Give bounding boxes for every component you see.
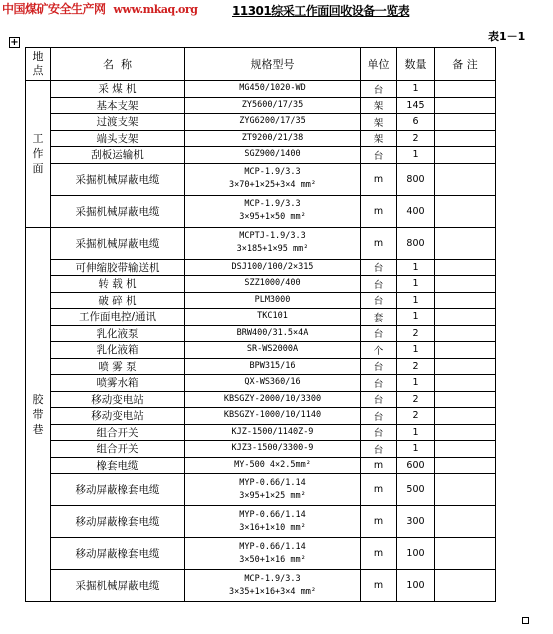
equipment-name: 过渡支架 <box>51 114 185 131</box>
spec-line: ZY5600/17/35 <box>241 99 304 110</box>
table-row <box>26 538 496 570</box>
spec-line: KJZ3-1500/3300-9 <box>231 443 314 454</box>
note-cell <box>435 276 496 293</box>
spec-line: MYP-0.66/1.14 <box>239 541 306 552</box>
header-row <box>26 48 496 81</box>
note-cell <box>435 342 496 359</box>
spec-cell <box>185 570 361 602</box>
note-cell <box>435 375 496 392</box>
spec-cell <box>185 130 361 147</box>
header-location-label: 地点 <box>32 50 44 77</box>
note-cell <box>435 259 496 276</box>
qty-cell: 100 <box>397 538 435 570</box>
qty-cell: 1 <box>397 309 435 326</box>
equipment-name: 采掘机械屏蔽电缆 <box>51 163 185 195</box>
spec-line-2: 3×50+1×16 mm² <box>239 554 306 565</box>
note-cell <box>435 506 496 538</box>
qty-cell: 2 <box>397 358 435 375</box>
unit-cell: 台 <box>361 358 397 375</box>
table-row <box>26 130 496 147</box>
unit-cell: m <box>361 570 397 602</box>
equipment-name: 喷 雾 泵 <box>51 358 185 375</box>
table-row <box>26 325 496 342</box>
qty-cell: 2 <box>397 391 435 408</box>
spec-cell <box>185 474 361 506</box>
spec-cell <box>185 292 361 309</box>
qty-cell: 2 <box>397 130 435 147</box>
spec-cell <box>185 391 361 408</box>
unit-cell: m <box>361 163 397 195</box>
table-row <box>26 163 496 195</box>
spec-line: ZT9200/21/38 <box>241 132 304 143</box>
unit-cell: m <box>361 195 397 227</box>
spec-cell <box>185 408 361 425</box>
note-cell <box>435 130 496 147</box>
spec-cell <box>185 375 361 392</box>
note-cell <box>435 391 496 408</box>
spec-line: MCP-1.9/3.3 <box>244 199 301 209</box>
note-cell <box>435 538 496 570</box>
spec-line-2: 3×16+1×10 mm² <box>239 522 306 533</box>
table-row <box>26 195 496 227</box>
note-cell <box>435 147 496 164</box>
watermark-site: 中国煤矿安全生产网 <box>2 2 106 16</box>
watermark-url: www.mkaq.org <box>113 3 198 16</box>
location-cell <box>26 81 51 228</box>
equipment-name: 采 煤 机 <box>51 81 185 98</box>
note-cell <box>435 408 496 425</box>
qty-cell: 600 <box>397 457 435 474</box>
table-row <box>26 309 496 326</box>
note-cell <box>435 195 496 227</box>
spec-line: BPW315/16 <box>249 360 296 371</box>
spec-cell <box>185 147 361 164</box>
unit-cell: 台 <box>361 81 397 98</box>
spec-cell <box>185 227 361 259</box>
qty-cell: 800 <box>397 227 435 259</box>
note-cell <box>435 570 496 602</box>
equipment-name: 可伸缩胶带输送机 <box>51 259 185 276</box>
unit-cell: 台 <box>361 259 397 276</box>
note-cell <box>435 114 496 131</box>
spec-cell <box>185 424 361 441</box>
spec-line: MCPTJ-1.9/3.3 <box>239 231 306 241</box>
note-cell <box>435 309 496 326</box>
table-row <box>26 441 496 458</box>
qty-cell: 1 <box>397 276 435 293</box>
equipment-name: 移动屏蔽橡套电缆 <box>51 474 185 506</box>
header-note: 备 注 <box>435 48 496 81</box>
equipment-name: 移动变电站 <box>51 391 185 408</box>
spec-line: QX-WS360/16 <box>244 377 301 388</box>
table-row <box>26 342 496 359</box>
qty-cell: 1 <box>397 441 435 458</box>
table-row <box>26 227 496 259</box>
qty-cell: 1 <box>397 259 435 276</box>
spec-line: BRW400/31.5×4A <box>236 327 309 338</box>
qty-cell: 2 <box>397 408 435 425</box>
equipment-name: 采掘机械屏蔽电缆 <box>51 195 185 227</box>
note-cell <box>435 441 496 458</box>
spec-line: MYP-0.66/1.14 <box>239 477 306 488</box>
table-row <box>26 424 496 441</box>
table-row <box>26 97 496 114</box>
spec-line: MG450/1020-WD <box>239 83 306 94</box>
spec-line: PLM3000 <box>254 294 291 305</box>
spec-line-2: 3×35+1×16+3×4 mm² <box>229 586 316 597</box>
spec-line: SGZ900/1400 <box>244 149 301 160</box>
location-label: 胶带巷 <box>32 392 44 436</box>
note-cell <box>435 457 496 474</box>
location-label: 工作面 <box>32 132 44 176</box>
unit-cell: 台 <box>361 375 397 392</box>
spec-line: ZYG6200/17/35 <box>239 116 306 127</box>
qty-cell: 2 <box>397 325 435 342</box>
qty-cell: 300 <box>397 506 435 538</box>
location-cell <box>26 227 51 602</box>
table-row <box>26 375 496 392</box>
equipment-name: 移动屏蔽橡套电缆 <box>51 506 185 538</box>
equipment-name: 端头支架 <box>51 130 185 147</box>
spec-line: KBSGZY-2000/10/3300 <box>223 393 322 404</box>
unit-cell: 套 <box>361 309 397 326</box>
table-row <box>26 147 496 164</box>
page-corner-mark <box>522 617 529 624</box>
equipment-name: 橡套电缆 <box>51 457 185 474</box>
unit-cell: m <box>361 227 397 259</box>
header-name: 名 称 <box>51 48 185 81</box>
spec-line: MCP-1.9/3.3 <box>244 167 301 177</box>
qty-cell: 1 <box>397 81 435 98</box>
header-location <box>26 48 51 81</box>
equipment-name: 采掘机械屏蔽电缆 <box>51 227 185 259</box>
spec-cell <box>185 325 361 342</box>
spec-cell <box>185 358 361 375</box>
table-move-handle-icon[interactable]: + <box>10 37 19 48</box>
equipment-name: 工作面电控/通讯 <box>51 309 185 326</box>
unit-cell: 架 <box>361 130 397 147</box>
unit-cell: 架 <box>361 97 397 114</box>
equipment-name: 破 碎 机 <box>51 292 185 309</box>
qty-cell: 400 <box>397 195 435 227</box>
table-row <box>26 81 496 98</box>
spec-cell <box>185 97 361 114</box>
spec-cell <box>185 259 361 276</box>
unit-cell: 台 <box>361 441 397 458</box>
spec-cell <box>185 506 361 538</box>
spec-cell <box>185 163 361 195</box>
table-row <box>26 474 496 506</box>
note-cell <box>435 227 496 259</box>
watermark <box>2 0 197 17</box>
spec-cell <box>185 538 361 570</box>
table-row <box>26 408 496 425</box>
table-row <box>26 292 496 309</box>
note-cell <box>435 292 496 309</box>
unit-cell: 台 <box>361 147 397 164</box>
equipment-table <box>25 47 496 602</box>
equipment-name: 乳化液泵 <box>51 325 185 342</box>
note-cell <box>435 97 496 114</box>
spec-line-2: 3×70+1×25+3×4 mm² <box>229 180 316 190</box>
qty-cell: 1 <box>397 342 435 359</box>
spec-line-2: 3×95+1×50 mm² <box>239 212 306 222</box>
spec-line: MCP-1.9/3.3 <box>244 573 301 584</box>
header-unit: 单位 <box>361 48 397 81</box>
spec-cell <box>185 342 361 359</box>
unit-cell: m <box>361 538 397 570</box>
unit-cell: 个 <box>361 342 397 359</box>
spec-line: MYP-0.66/1.14 <box>239 509 306 520</box>
equipment-name: 组合开关 <box>51 424 185 441</box>
table-row <box>26 506 496 538</box>
document-title: 11301综采工作面回收设备一览表 <box>232 4 410 18</box>
qty-cell: 6 <box>397 114 435 131</box>
header-qty: 数量 <box>397 48 435 81</box>
unit-cell: m <box>361 457 397 474</box>
equipment-name: 移动变电站 <box>51 408 185 425</box>
note-cell <box>435 474 496 506</box>
spec-line-2: 3×95+1×25 mm² <box>239 490 306 501</box>
header-spec: 规格型号 <box>185 48 361 81</box>
table-row <box>26 276 496 293</box>
unit-cell: 架 <box>361 114 397 131</box>
spec-cell <box>185 195 361 227</box>
spec-cell <box>185 441 361 458</box>
qty-cell: 1 <box>397 292 435 309</box>
unit-cell: 台 <box>361 408 397 425</box>
table-row <box>26 457 496 474</box>
spec-cell <box>185 309 361 326</box>
qty-cell: 145 <box>397 97 435 114</box>
equipment-name: 刮板运输机 <box>51 147 185 164</box>
spec-line: DSJ100/100/2×315 <box>231 261 314 272</box>
spec-line: MY-500 4×2.5mm² <box>234 459 311 470</box>
note-cell <box>435 163 496 195</box>
spec-line: TKC101 <box>257 311 288 322</box>
unit-cell: 台 <box>361 424 397 441</box>
unit-cell: 台 <box>361 391 397 408</box>
unit-cell: m <box>361 474 397 506</box>
spec-line: SZZ1000/400 <box>244 278 301 289</box>
spec-cell <box>185 114 361 131</box>
unit-cell: 台 <box>361 292 397 309</box>
qty-cell: 1 <box>397 424 435 441</box>
table-row <box>26 358 496 375</box>
table-row <box>26 259 496 276</box>
table-row <box>26 391 496 408</box>
spec-line: KJZ-1500/1140Z-9 <box>231 426 314 437</box>
qty-cell: 800 <box>397 163 435 195</box>
note-cell <box>435 325 496 342</box>
note-cell <box>435 358 496 375</box>
qty-cell: 100 <box>397 570 435 602</box>
qty-cell: 500 <box>397 474 435 506</box>
equipment-name: 喷雾水箱 <box>51 375 185 392</box>
equipment-name: 转 载 机 <box>51 276 185 293</box>
note-cell <box>435 424 496 441</box>
unit-cell: 台 <box>361 276 397 293</box>
equipment-name: 乳化液箱 <box>51 342 185 359</box>
table-row <box>26 570 496 602</box>
equipment-name: 组合开关 <box>51 441 185 458</box>
spec-line-2: 3×185+1×95 mm² <box>236 244 309 254</box>
unit-cell: m <box>361 506 397 538</box>
equipment-name: 采掘机械屏蔽电缆 <box>51 570 185 602</box>
table-row <box>26 114 496 131</box>
unit-cell: 台 <box>361 325 397 342</box>
qty-cell: 1 <box>397 147 435 164</box>
qty-cell: 1 <box>397 375 435 392</box>
note-cell <box>435 81 496 98</box>
spec-cell <box>185 276 361 293</box>
spec-line: KBSGZY-1000/10/1140 <box>223 410 322 421</box>
spec-cell <box>185 457 361 474</box>
equipment-name: 移动屏蔽橡套电缆 <box>51 538 185 570</box>
spec-cell <box>185 81 361 98</box>
table-number: 表1－1 <box>488 30 526 43</box>
equipment-name: 基本支架 <box>51 97 185 114</box>
spec-line: SR-WS2000A <box>246 344 299 355</box>
